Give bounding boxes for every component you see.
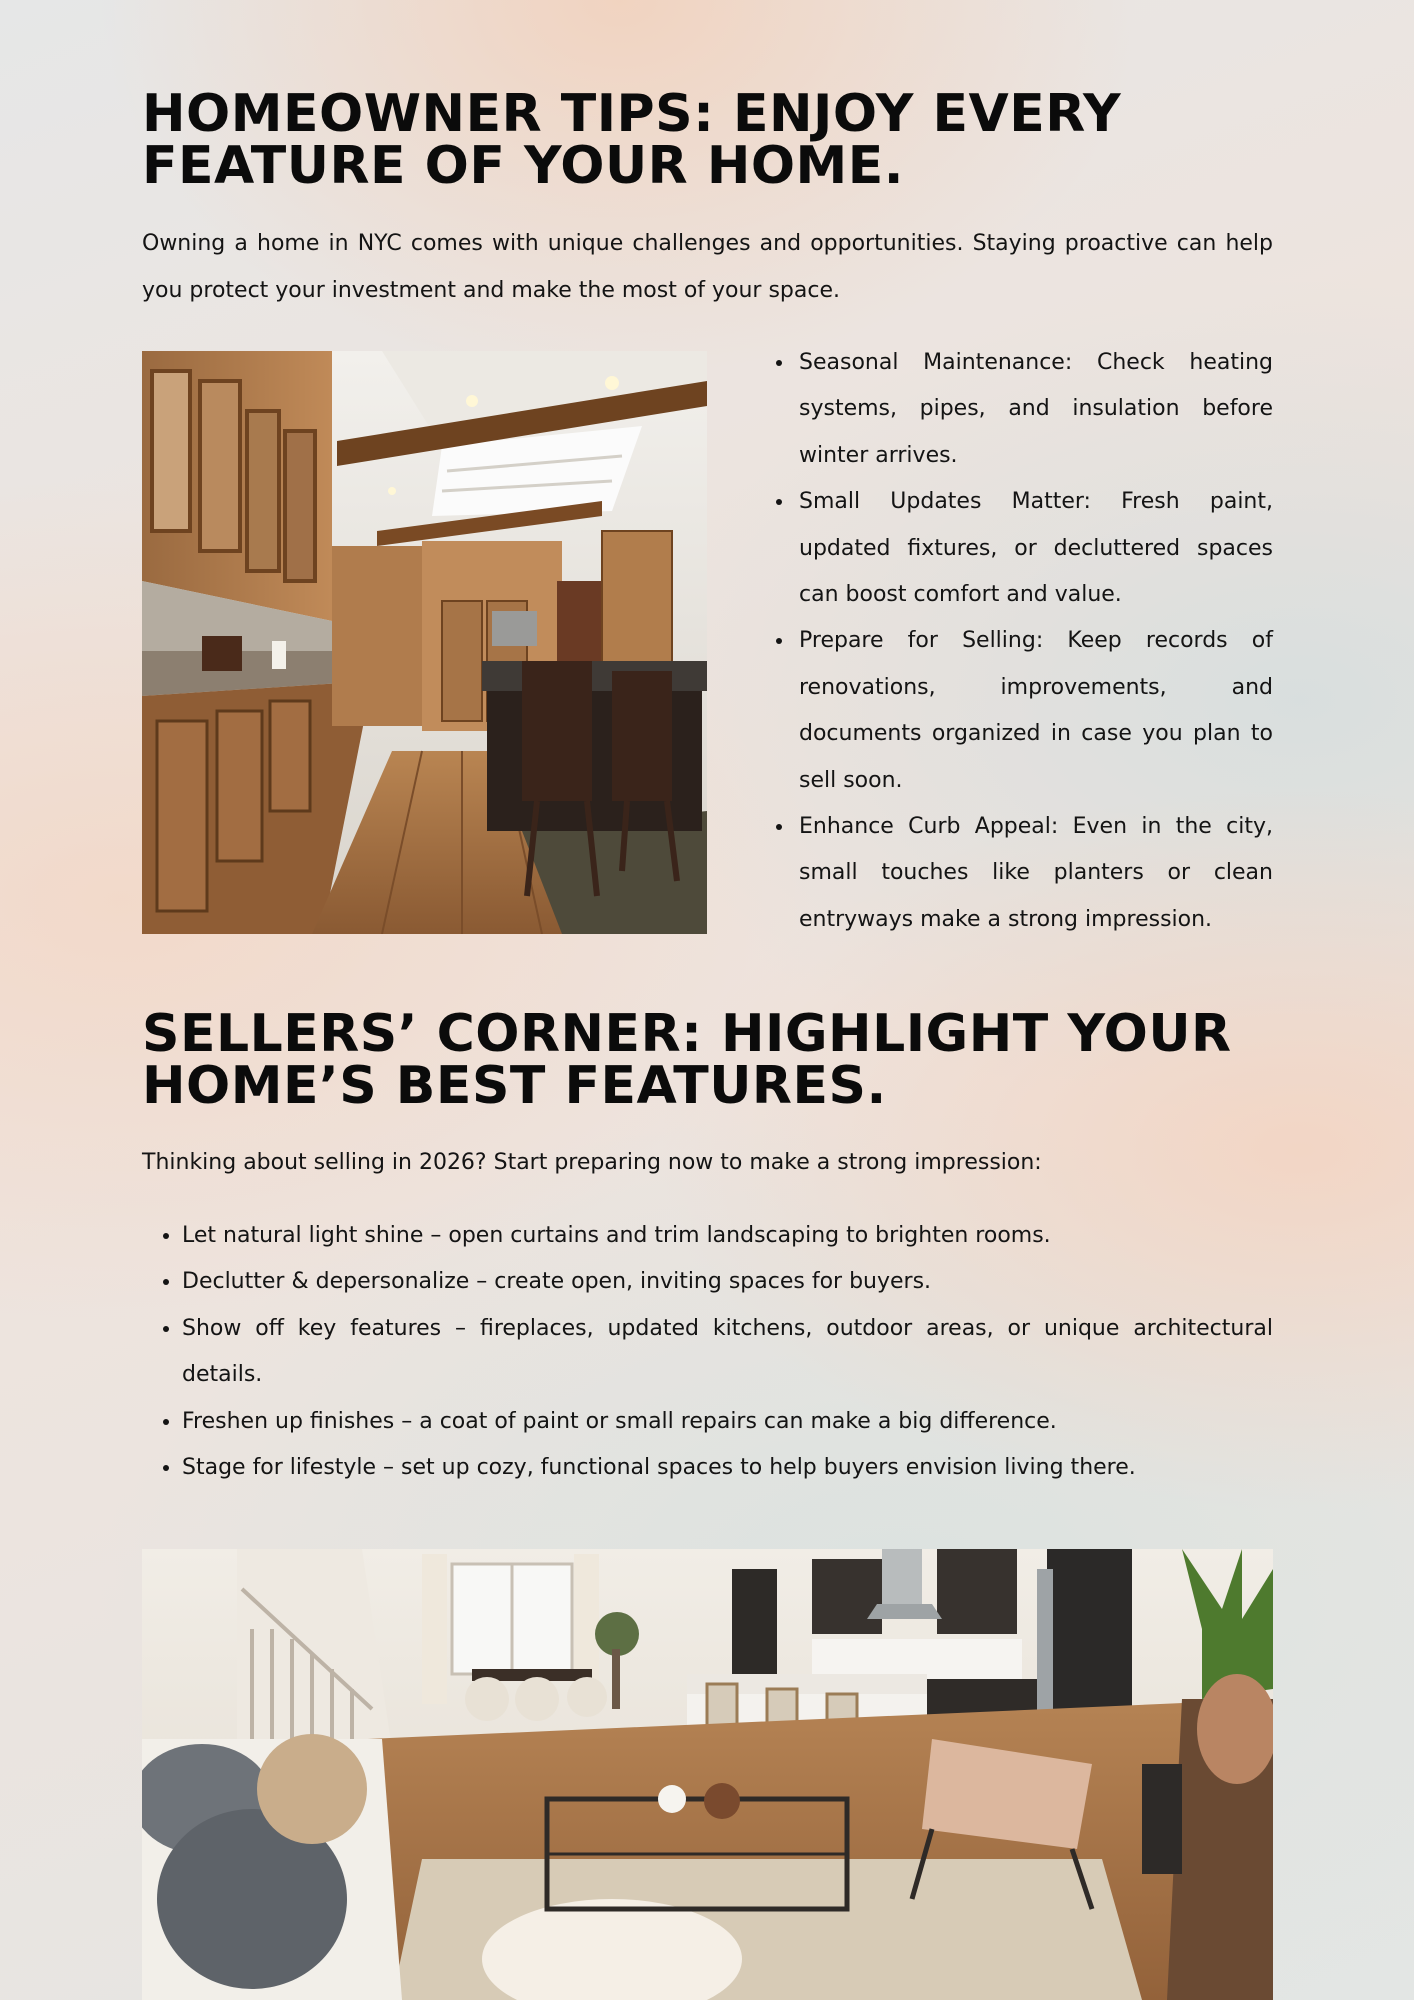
sellers-corner-title: SELLERS’ CORNER: HIGHLIGHT YOUR HOME’S BEST FEATURES. — [142, 1004, 1232, 1116]
list-item: • Show off key features – fireplaces, updated kitchens, outdoor areas, or unique architectural details. — [182, 1306, 1273, 1399]
list-item: • Prepare for Selling: Keep records of renovations, improvements, and documents organized in case you plan to sell soon. — [795, 618, 1273, 804]
list-item: • Freshen up finishes – a coat of paint or small repairs can make a big difference. — [182, 1399, 1273, 1445]
sellers-tips-list — [142, 1213, 1273, 1491]
homeowner-tips-title: HOMEOWNER TIPS: ENJOY EVERY FEATURE OF YOUR HOME. — [142, 84, 1122, 196]
list-item: • Small Updates Matter: Fresh paint, updated fixtures, or decluttered spaces can boost comfort and value. — [795, 479, 1273, 618]
homeowner-tips-intro: Owning a home in NYC comes with unique challenges and opportunities. Staying proactive can help you protect your investment and make the most of your space. — [142, 231, 1273, 303]
list-item: • Seasonal Maintenance: Check heating systems, pipes, and insulation before winter arrives. — [795, 340, 1273, 479]
list-item: • Declutter & depersonalize – create open, inviting spaces for buyers. — [182, 1259, 1273, 1305]
list-item: • Let natural light shine – open curtains and trim landscaping to brighten rooms. — [182, 1213, 1273, 1259]
kitchen-photo — [142, 351, 707, 934]
living-room-photo — [142, 1549, 1273, 2000]
list-item: • Stage for lifestyle – set up cozy, functional spaces to help buyers envision living there. — [182, 1445, 1273, 1491]
homeowner-tips-list — [770, 340, 1273, 943]
sellers-corner-intro: Thinking about selling in 2026? Start preparing now to make a strong impression: — [142, 1150, 1042, 1175]
list-item: • Enhance Curb Appeal: Even in the city, small touches like planters or clean entryways make a strong impression. — [795, 804, 1273, 943]
